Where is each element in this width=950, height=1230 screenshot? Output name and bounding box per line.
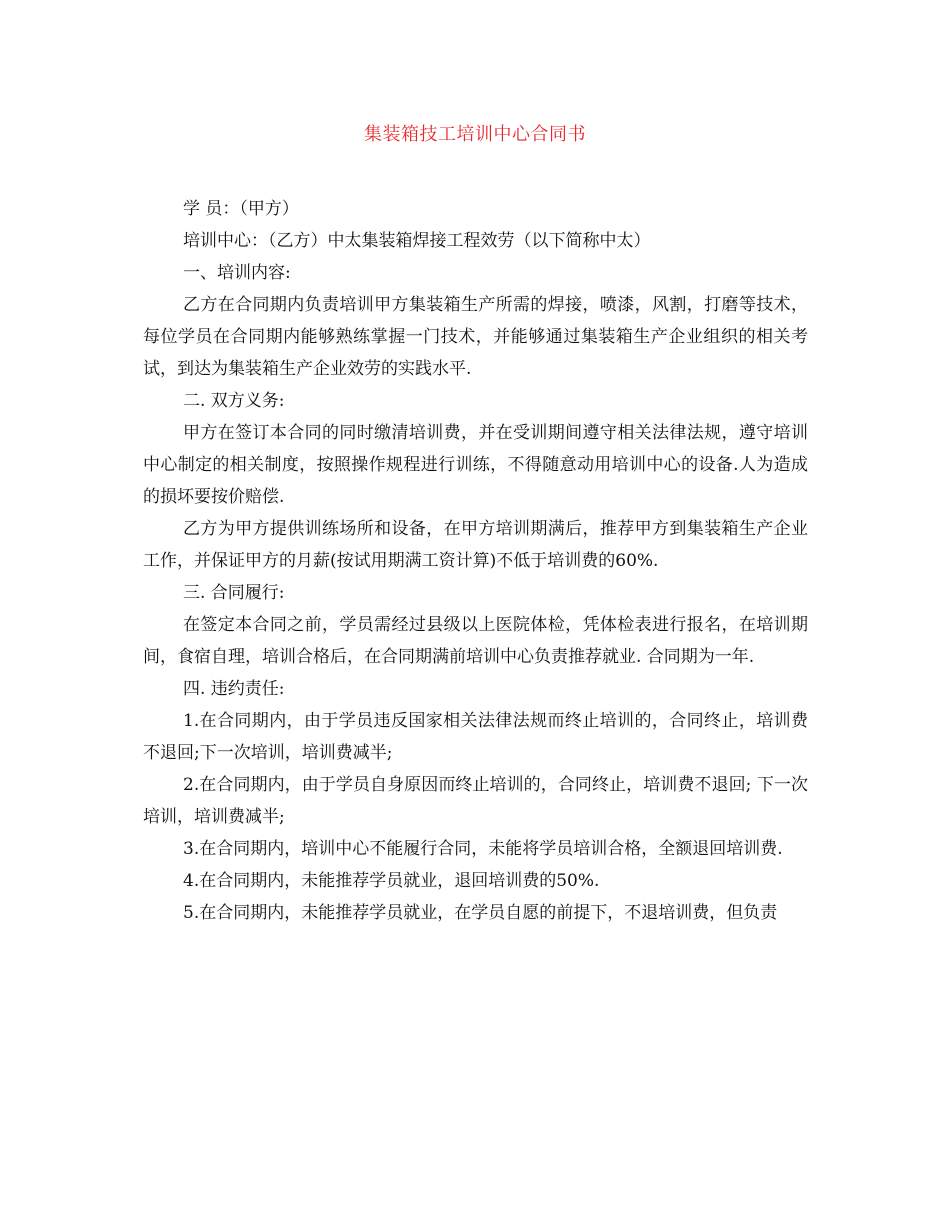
liability-item-3: 3.在合同期内，培训中心不能履行合同，未能将学员培训合格，全额退回培训费. [183, 839, 783, 859]
party-b-line: 培训中心：（乙方）中太集装箱焊接工程效劳（以下简称中太） [183, 231, 651, 251]
liability-item-5: 5.在合同期内，未能推荐学员就业，在学员自愿的前提下，不退培训费，但负责 [183, 903, 778, 923]
section-heading-performance: 三. 合同履行: [183, 583, 285, 603]
paragraph-training-content: 乙方在合同期内负责培训甲方集装箱生产所需的焊接，喷漆，风割，打磨等技术，每位学员在合同期内能够熟练掌握一门技术，并能够通过集装箱生产企业组织的相关考试，到达为集装箱生产企业效劳的实践水平. [143, 295, 808, 379]
paragraph-obligation-party-b: 乙方为甲方提供训练场所和设备，在甲方培训期满后，推荐甲方到集装箱生产企业工作，并保证甲方的月薪(按试用期满工资计算)不低于培训费的60%. [143, 519, 808, 571]
section-heading-training-content: 一、培训内容: [183, 263, 291, 283]
party-a-line: 学 员：（甲方） [183, 199, 299, 219]
document-body [143, 193, 808, 929]
paragraph-performance: 在签定本合同之前，学员需经过县级以上医院体检，凭体检表进行报名，在培训期间，食宿自理，培训合格后，在合同期满前培训中心负责推荐就业. 合同期为一年. [143, 615, 808, 667]
document-title: 集装箱技工培训中心合同书 [364, 124, 586, 145]
liability-item-4: 4.在合同期内，未能推荐学员就业，退回培训费的50%. [183, 871, 600, 891]
liability-item-2: 2.在合同期内，由于学员自身原因而终止培训的，合同终止，培训费不退回; 下一次培训，培训费减半; [143, 775, 808, 827]
section-heading-obligations: 二. 双方义务: [183, 391, 285, 411]
paragraph-obligation-party-a: 甲方在签订本合同的同时缴清培训费，并在受训期间遵守相关法律法规，遵守培训中心制定的相关制度，按照操作规程进行训练，不得随意动用培训中心的设备.人为造成的损坏要按价赔偿. [143, 423, 808, 507]
liability-item-1: 1.在合同期内，由于学员违反国家相关法律法规而终止培训的，合同终止，培训费不退回;下一次培训，培训费减半; [143, 711, 808, 763]
section-heading-liability: 四. 违约责任: [183, 679, 285, 699]
